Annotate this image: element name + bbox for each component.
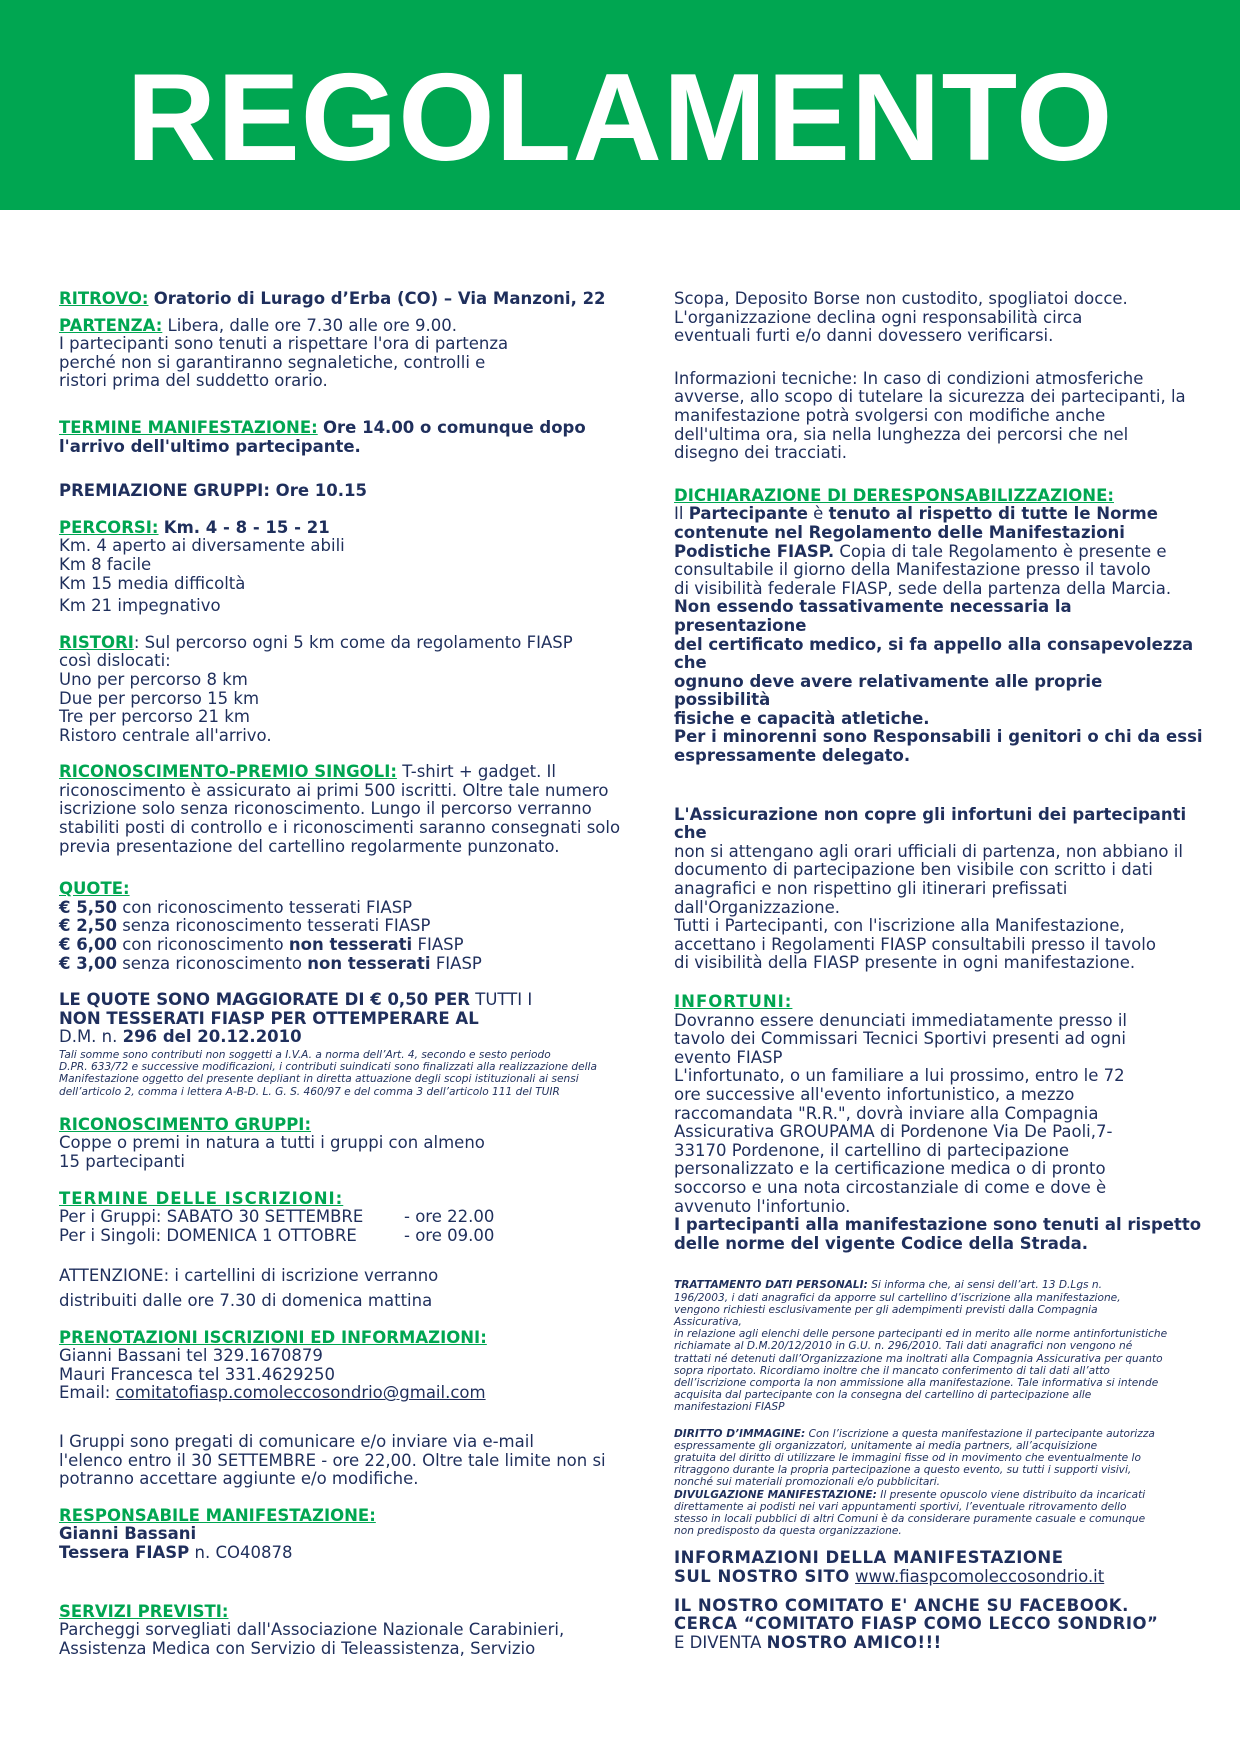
servizi-line: Assistenza Medica con Servizio di Teleassistenza, Servizio [59,1638,536,1658]
quote-text: senza riconoscimento [122,953,302,973]
iscrizioni-label: TERMINE DELLE ISCRIZIONI: [59,1188,344,1208]
ristori-line: Tre per percorso 21 km [59,707,250,727]
quote-amount: € 6,00 [59,935,117,955]
dich-l1b: Partecipante [688,504,808,524]
quote-text: con riconoscimento tesserati FIASP [122,897,413,917]
termine-iscrizioni [59,1190,629,1246]
singoli-line: riconoscimento è assicurato ai primi 500 iscritti. Oltre tale numero [59,780,609,800]
dich-l3b: Copia di tale Regolamento è presente e [839,541,1167,561]
quote-row [59,936,629,955]
page-title: REGOLAMENTO [126,49,1114,187]
quote-text: con riconoscimento [122,935,284,955]
singoli-label: RICONOSCIMENTO-PREMIO SINGOLI: [59,762,397,782]
iscrizioni-time: - ore 09.00 [404,1225,495,1245]
termine-line2: l'arrivo dell'ultimo partecipante. [59,436,361,456]
assicurazione [674,806,1204,973]
infortuni-line: Assicurativa GROUPAMA di Pordenone Via De Paoli,7- [674,1122,1113,1142]
divulgazione-label: DIVULGAZIONE MANIFESTAZIONE: [674,1488,877,1501]
privacy-line: 196/2003, i dati anagrafici da apporre sul cartellino d’iscrizione alla manifestazione, [674,1291,1121,1304]
tecniche-line: Informazioni tecniche: In caso di condizioni atmosferiche [674,368,1144,388]
fiscale-line: dell’articolo 2, comma i lettera A-B-D. L. G. S. 460/97 e del comma 3 dell’articolo 111 del TUIR [59,1085,560,1098]
iscrizioni-row [59,1208,629,1227]
tecniche-line: dell'ultima ora, sia nella lunghezza dei percorsi che nel [674,424,1129,444]
maggiorate-l3b: 296 del 20.12.2010 [122,1027,302,1047]
infortuni-line: Dovranno essere denunciati immediatamente presso il [674,1010,1128,1030]
diritto-immagine [674,1428,1204,1538]
iscrizioni-time: - ore 22.00 [404,1207,495,1227]
facebook-l2: CERCA “COMITATO FIASP COMO LECCO SONDRIO” [674,1614,1159,1634]
ristori-line: così dislocati: [59,651,171,671]
immagine-first: Con l’iscrizione a questa manifestazione il partecipante autorizza [808,1427,1155,1440]
dich-bold-line: ognuno deve avere relativamente alle proprie possibilità [674,671,1103,710]
divulgazione-line: stesso in locali pubblici di altri Comuni è da considerare puramente casuale e comunque [674,1512,1146,1525]
servizi-previsti [59,1603,629,1659]
ristori-label: RISTORI [59,632,134,652]
assicurazione-line: Tutti i Partecipanti, con l'iscrizione alla Manifestazione, [674,916,1125,936]
email-row [59,1384,629,1403]
dichiarazione [674,487,1204,766]
ristori-line: Uno per percorso 8 km [59,669,248,689]
maggiorate-l3a: D.M. n. [59,1027,118,1047]
immagine-line: espressamente gli organizzatori, unitamente ai media partners, all’acquisizione [674,1439,1098,1452]
servizi-cont-line: Scopa, Deposito Borse non custodito, spogliatoi docce. [674,289,1128,308]
tessera-label: Tessera FIASP [59,1542,190,1562]
premiazione-gruppi: PREMIAZIONE GRUPPI: Ore 10.15 [59,481,367,501]
ritrovo-label: RITROVO: [59,289,149,308]
tecniche-line: avverse, allo scopo di tutelare la sicurezza dei partecipanti, la [674,387,1186,407]
quote-row [59,917,629,936]
privacy-line: vengono richiesti esclusivamente per gli adempimenti previsti dalla Compagnia [674,1303,1098,1316]
ritrovo-text: Oratorio di Lurago d’Erba (CO) – Via Manzoni, 22 [153,289,606,308]
dich-bold-line: fisiche e capacità atletiche. [674,708,930,728]
privacy-line: dell’iscrizione comporta la non ammissione alla manifestazione. Tale informativa si intende [674,1376,1159,1389]
quote-row [59,899,629,918]
privacy-label: TRATTAMENTO DATI PERSONALI: [674,1279,868,1292]
infortuni-line: avvenuto l'infortunio. [674,1196,851,1216]
privacy-line: Assicurativa, [674,1315,742,1328]
nota-fiscale [59,1049,629,1098]
infortuni-line: L'infortunato, o un familiare a lui prossimo, entro le 72 [674,1066,1125,1086]
dich-l1a: Il [674,504,684,524]
immagine-label: DIRITTO D’IMMAGINE: [674,1427,806,1440]
assicurazione-line: non si attengano agli orari ufficiali di partenza, non abbiano il [674,841,1183,861]
percorsi-line: Km 15 media difficoltà [59,573,246,593]
tecniche-line: disegno dei tracciati. [674,443,848,463]
quote-strong: non tesserati [307,953,431,973]
attenzione [59,1267,629,1310]
dich-bold-line: del certificato medico, si fa appello alla consapevolezza che [674,634,1194,673]
infortuni-line: 33170 Pordenone, il cartellino di partecipazione [674,1140,1069,1160]
contact-1: Gianni Bassani tel 329.1670879 [59,1346,323,1366]
quote-text: senza riconoscimento tesserati FIASP [122,916,431,936]
gruppi-label: RICONOSCIMENTO GRUPPI: [59,1114,312,1134]
gruppi-nota-line: potranno accettare aggiunte e/o modifiche. [59,1469,419,1489]
ristori-line: Due per percorso 15 km [59,688,260,708]
immagine-line: nonché sui materiali promozionali e/o pubblicitari. [674,1476,941,1489]
servizi-continuazione [674,290,1204,346]
infortuni-line: personalizzato e la certificazione medica o di pronto [674,1159,1106,1179]
servizi-label: SERVIZI PREVISTI: [59,1601,229,1621]
prenotazioni-label: PRENOTAZIONI ISCRIZIONI ED INFORMAZIONI: [59,1327,487,1347]
assicurazione-line: documento di partecipazione ben visibile con scritto i dati [674,860,1153,880]
trattamento-dati [674,1279,1204,1413]
facebook-l3b: NOSTRO AMICO!!! [766,1632,942,1652]
maggiorate-l2: NON TESSERATI FIASP PER OTTEMPERARE AL [59,1008,479,1028]
prenotazioni [59,1329,629,1403]
sito-link[interactable]: www.fiaspcomoleccosondrio.it [855,1566,1105,1586]
partenza-line: perché non si garantiranno segnaletiche, controlli e [59,352,486,372]
infortuni [674,993,1204,1253]
right-column [674,290,1204,1670]
left-column [59,290,629,1676]
divulgazione-line: non predisposto da questa organizzazione. [674,1525,902,1538]
email-label: Email: [59,1383,111,1403]
ritrovo [59,290,629,309]
ristori-line: Ristoro centrale all'arrivo. [59,725,272,745]
responsabile-label: RESPONSABILE MANIFESTAZIONE: [59,1505,376,1525]
immagine-line: gratuita del diritto di utilizzare le immagini fisse od in movimento che eventualmente lo [674,1451,1141,1464]
iscrizioni-row [59,1227,629,1246]
responsabile [59,1507,629,1563]
sito-l2: SUL NOSTRO SITO [674,1566,850,1586]
singoli-line: iscrizione solo senza riconoscimento. Lungo il percorso verranno [59,799,592,819]
fiscale-line: Tali somme sono contributi non soggetti a I.V.A. a norma dell’Art. 4, secondo e sesto periodo [59,1049,551,1061]
attenzione-line: distribuiti dalle ore 7.30 di domenica mattina [59,1290,433,1310]
attenzione-line: ATTENZIONE: i cartellini di iscrizione verranno [59,1266,439,1286]
termine-label: TERMINE MANIFESTAZIONE: [59,417,318,437]
dich-l3a: Podistiche FIASP. [674,541,835,561]
infortuni-bold-line: delle norme del vigente Codice della Strada. [674,1233,1089,1253]
assicurazione-line: di visibilità della FIASP presente in ogni manifestazione. [674,953,1136,973]
riconoscimento-gruppi [59,1116,629,1172]
sito-l1: INFORMAZIONI DELLA MANIFESTAZIONE [674,1548,1064,1568]
privacy-line: sopra riportato. Ricordiamo inoltre che il mancato conferimento di tali dati all’atto [674,1364,1110,1377]
gruppi-nota [59,1433,629,1489]
percorsi-label: PERCORSI: [59,517,159,537]
quote [59,880,629,973]
quote-strong: non tesserati [288,935,413,955]
quote-row [59,955,629,974]
percorsi [59,519,629,616]
infortuni-line: raccomandata "R.R.", dovrà inviare alla Compagnia [674,1103,1099,1123]
partenza-text: Libera, dalle ore 7.30 alle ore 9.00. [167,315,457,335]
dich-l1c: è [813,504,824,524]
gruppi-line: 15 partecipanti [59,1152,185,1171]
privacy-line: trattati né detenuti dall’Organizzazione ma inoltrati alla Compagnia Assicurativa per quanto [674,1352,1163,1365]
partenza-line: ristori prima del suddetto orario. [59,371,328,391]
informazioni-tecniche [674,370,1204,463]
ristori-text: : Sul percorso ogni 5 km come da regolamento FIASP [133,632,573,652]
privacy-line: richiamate al D.M.20/12/2010 in G.U. n. 296/2010. Tali dati anagrafici non vengono né [674,1340,1133,1353]
dich-l4: consultabile il giorno della Manifestazione presso il tavolo [674,560,1151,580]
infortuni-line: soccorso e una nota circostanziale di come e dove è [674,1177,1107,1197]
infortuni-label: INFORTUNI: [674,992,793,1011]
percorsi-line: Km 21 impegnativo [59,596,221,616]
info-sito [674,1549,1204,1586]
fiscale-line: D.PR. 633/72 e successive modificazioni, i contributi suindicati sono finalizzati alla realizzazione della [59,1061,597,1074]
quote-amount: € 5,50 [59,897,117,917]
servizi-cont-line: eventuali furti e/o danni dovessero verificarsi. [674,326,1054,346]
fiscale-line: Manifestazione oggetto del presente depliant in diretta attuazione degli scopi istituzionali ai sensi [59,1073,579,1086]
partenza [59,317,629,391]
contact-2: Mauri Francesca tel 331.4629250 [59,1364,335,1384]
servizi-cont-line: L'organizzazione declina ogni responsabilità circa [674,307,1083,327]
dich-l5: di visibilità federale FIASP, sede della partenza della Marcia. [674,578,1172,598]
quote-amount: € 2,50 [59,916,117,936]
infortuni-bold-line: I partecipanti alla manifestazione sono tenuti al rispetto [674,1215,1202,1235]
singoli-line: stabiliti posti di controllo e i riconoscimenti saranno consegnati solo [59,818,621,838]
quote-tail: FIASP [435,953,482,973]
riconoscimento-singoli [59,763,629,856]
facebook-l1: IL NOSTRO COMITATO E' ANCHE SU FACEBOOK. [674,1595,1129,1615]
quote-label: QUOTE: [59,879,130,899]
maggiorate-l1b: TUTTI I [475,990,533,1010]
privacy-first: Si informa che, ai sensi dell’art. 13 D.Lgs n. [871,1279,1103,1292]
facebook-l3a: E DIVENTA [674,1632,762,1652]
singoli-line: previa presentazione del cartellino regolarmente punzonato. [59,836,560,856]
immagine-line: ritraggono durante la propria partecipazione a questo evento, su tutti i supporti visivi, [674,1464,1132,1477]
divulgazione-first: Il presente opuscolo viene distribuito da incaricati [880,1488,1146,1501]
infortuni-line: tavolo dei Commissari Tecnici Sportivi presenti ad ogni [674,1029,1126,1049]
dich-bold-line: espressamente delegato. [674,746,911,766]
infortuni-line: evento FIASP [674,1047,783,1067]
iscrizioni-who: Per i Gruppi: SABATO 30 SETTEMBRE [59,1207,364,1227]
assicurazione-line: accettano i Regolamenti FIASP consultabili presso il tavolo [674,934,1156,954]
privacy-line: acquisita dal partecipante con la consegna del cartellino di partecipazione alle [674,1389,1092,1402]
divulgazione-line: direttamente ai podisti nei vari appuntamenti sportivi, l’eventuale ritrovamento dello [674,1500,1127,1513]
percorsi-line: Km 8 facile [59,554,152,574]
termine-text: Ore 14.00 o comunque dopo [322,417,586,437]
percorsi-line: Km. 4 aperto ai diversamente abili [59,536,345,556]
gruppi-line: Coppe o premi in natura a tutti i gruppi con almeno [59,1133,485,1153]
dich-bold-line: Non essendo tassativamente necessaria la presentazione [674,597,1072,635]
privacy-line: manifestazioni FIASP [674,1401,785,1414]
ristori [59,634,629,746]
dich-l2: contenute nel Regolamento delle Manifestazioni [674,522,1125,542]
quote-amount: € 3,00 [59,953,117,973]
servizi-line: Parcheggi sorvegliati dall'Associazione Nazionale Carabinieri, [59,1620,565,1640]
tecniche-line: manifestazione potrà svolgersi con modifiche anche [674,405,1106,425]
facebook-box [674,1597,1204,1653]
assicurazione-line: dall'Organizzazione. [674,897,841,917]
responsabile-name: Gianni Bassani [59,1524,197,1544]
dich-l1d: tenuto al rispetto di tutte le Norme [828,504,1158,524]
quote-maggiorate [59,991,629,1047]
dich-bold-line: Per i minorenni sono Responsabili i genitori o chi da essi [674,727,1203,747]
gruppi-nota-line: I Gruppi sono pregati di comunicare e/o inviare via e-mail [59,1431,534,1451]
partenza-line: I partecipanti sono tenuti a rispettare l'ora di partenza [59,334,509,354]
assicurazione-line: anagrafici e non rispettino gli itinerari prefissati [674,879,1068,899]
email-link[interactable]: comitatofiasp.comoleccosondrio@gmail.com [115,1383,486,1403]
infortuni-line: ore successive all'evento infortunistico, a mezzo [674,1084,1075,1104]
quote-tail: FIASP [417,935,464,955]
dichiarazione-label: DICHIARAZIONE DI DERESPONSABILIZZAZIONE: [674,485,1114,505]
partenza-label: PARTENZA: [59,315,163,335]
privacy-line: in relazione agli elenchi delle persone partecipanti ed in merito alle norme antinfortunistiche [674,1328,1168,1341]
title-banner [0,0,1240,210]
termine-manifestazione [59,419,629,456]
maggiorate-l1a: LE QUOTE SONO MAGGIORATE DI € 0,50 PER [59,990,470,1010]
assicurazione-bold: L'Assicurazione non copre gli infortuni dei partecipanti che [674,804,1187,843]
singoli-text: T-shirt + gadget. Il [402,762,557,782]
gruppi-nota-line: l'elenco entro il 30 SETTEMBRE - ore 22,00. Oltre tale limite non si [59,1450,606,1470]
percorsi-text: Km. 4 - 8 - 15 - 21 [163,517,330,537]
iscrizioni-who: Per i Singoli: DOMENICA 1 OTTOBRE [59,1225,357,1245]
tessera-number: n. CO40878 [194,1542,293,1562]
